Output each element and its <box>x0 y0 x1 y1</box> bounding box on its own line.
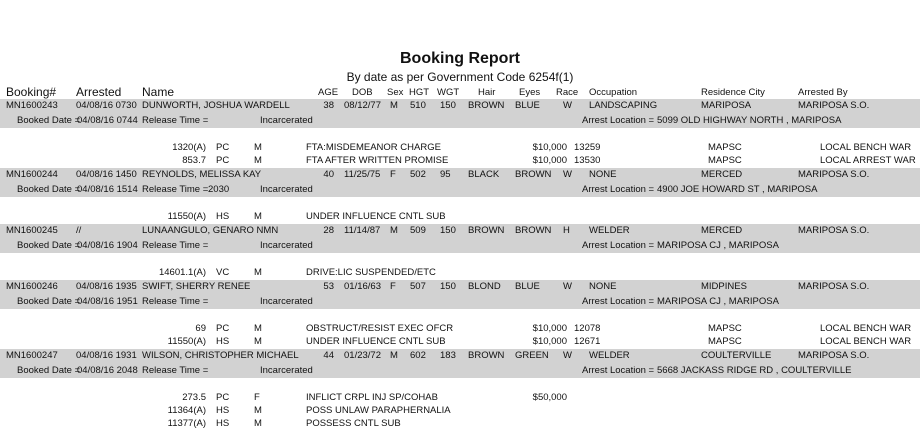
booking-hgt: 509 <box>410 225 426 236</box>
charge-bail: $10,000 <box>532 336 567 347</box>
col-header-name: Name <box>142 85 175 99</box>
custody-status: Incarcerated <box>260 296 313 307</box>
booked-date-label: Booked Date = <box>17 240 81 251</box>
booking-hair: BROWN <box>468 100 505 111</box>
charge-case: 12671 <box>574 336 601 347</box>
booking-eyes: BLUE <box>515 100 540 111</box>
custody-status: Incarcerated <box>260 184 313 195</box>
booking-race: W <box>563 350 572 361</box>
arrest-location-label: Arrest Location = <box>582 240 655 251</box>
booking-arrested: 04/08/16 0730 <box>76 100 137 111</box>
charge-bail: $10,000 <box>532 155 567 166</box>
booking-hair: BLOND <box>468 281 501 292</box>
booking-dob: 01/23/72 <box>344 350 381 361</box>
booking-race: W <box>563 169 572 180</box>
booking-band <box>0 280 920 309</box>
charge-type: VC <box>216 267 230 278</box>
custody-status: Incarcerated <box>260 240 313 251</box>
charge-case: 13530 <box>574 155 601 166</box>
booking-booking: MN1600247 <box>6 350 58 361</box>
booking-booking: MN1600246 <box>6 281 58 292</box>
col-header-residence-city: Residence City <box>701 87 765 98</box>
booking-hgt: 510 <box>410 100 426 111</box>
charge-code: 273.5 <box>182 392 206 403</box>
arrest-location-label: Arrest Location = <box>582 115 655 126</box>
booking-name: LUNAANGULO, GENARO NMN <box>142 225 279 236</box>
booked-date: 04/08/16 2048 <box>77 365 138 376</box>
booking-arrested-by: MARIPOSA S.O. <box>798 100 870 111</box>
booked-date-label: Booked Date = <box>17 365 81 376</box>
booking-wgt: 150 <box>440 281 456 292</box>
release-time-label: Release Time = <box>142 184 209 195</box>
booking-sex: F <box>390 281 396 292</box>
charge-type: PC <box>216 142 230 153</box>
charge-desc: INFLICT CRPL INJ SP/COHAB <box>306 392 438 403</box>
arrest-location: 5668 JACKASS RIDGE RD , COULTERVILLE <box>657 365 852 376</box>
booking-hair: BROWN <box>468 225 505 236</box>
charge-level: M <box>254 405 262 416</box>
booking-dob: 11/14/87 <box>344 225 381 236</box>
booking-name: REYNOLDS, MELISSA KAY <box>142 169 262 180</box>
report-subtitle: By date as per Government Code 6254f(1) <box>346 70 574 84</box>
arrest-location: 5099 OLD HIGHWAY NORTH , MARIPOSA <box>657 115 842 126</box>
col-header-sex: Sex <box>387 87 404 98</box>
charge-level: M <box>254 155 262 166</box>
booking-arrested: 04/08/16 1450 <box>76 169 137 180</box>
charge-type: HS <box>216 336 230 347</box>
booking-dob: 11/25/75 <box>344 169 381 180</box>
charge-level: M <box>254 418 262 429</box>
booked-date: 04/08/16 1514 <box>77 184 138 195</box>
release-time-label: Release Time = <box>142 365 209 376</box>
charge-desc: UNDER INFLUENCE CNTL SUB <box>306 211 446 222</box>
charge-code: 11550(A) <box>167 211 206 222</box>
booking-hgt: 602 <box>410 350 426 361</box>
booking-hair: BROWN <box>468 350 505 361</box>
booking-eyes: GREEN <box>515 350 549 361</box>
charge-warrant: LOCAL ARREST WAR <box>820 155 916 166</box>
charge-desc: DRIVE:LIC SUSPENDED/ETC <box>306 267 436 278</box>
col-header-arrested: Arrested <box>76 85 122 99</box>
booked-date: 04/08/16 1904 <box>77 240 138 251</box>
charge-desc: FTA AFTER WRITTEN PROMISE <box>306 155 449 166</box>
charge-desc: FTA:MISDEMEANOR CHARGE <box>306 142 441 153</box>
arrest-location-label: Arrest Location = <box>582 184 655 195</box>
col-header-arrested-by: Arrested By <box>798 87 848 98</box>
custody-status: Incarcerated <box>260 365 313 376</box>
booking-occupation: WELDER <box>589 225 630 236</box>
col-header-dob: DOB <box>352 87 373 98</box>
arrest-location: MARIPOSA CJ , MARIPOSA <box>657 296 779 307</box>
booking-sex: M <box>390 225 398 236</box>
booking-residence: COULTERVILLE <box>701 350 772 361</box>
charge-warrant: LOCAL BENCH WAR <box>820 323 912 334</box>
col-header-hgt: HGT <box>409 87 430 98</box>
booking-hair: BLACK <box>468 169 500 180</box>
booking-race: H <box>563 225 570 236</box>
col-header-booking: Booking# <box>6 85 57 99</box>
booking-age: 40 <box>323 169 334 180</box>
charge-type: HS <box>216 405 230 416</box>
booking-occupation: WELDER <box>589 350 630 361</box>
charge-court: MAPSC <box>708 142 742 153</box>
booking-eyes: BLUE <box>515 281 540 292</box>
charge-bail: $10,000 <box>532 323 567 334</box>
booking-wgt: 95 <box>440 169 451 180</box>
booking-arrested-by: MARIPOSA S.O. <box>798 281 870 292</box>
booked-date-label: Booked Date = <box>17 184 81 195</box>
col-header-hair: Hair <box>478 87 496 98</box>
charge-bail: $10,000 <box>532 142 567 153</box>
booked-date-label: Booked Date = <box>17 296 81 307</box>
booking-name: DUNWORTH, JOSHUA WARDELL <box>142 100 290 111</box>
booking-sex: M <box>390 100 398 111</box>
booking-name: SWIFT, SHERRY RENEE <box>142 281 251 292</box>
booking-name: WILSON, CHRISTOPHER MICHAEL <box>142 350 299 361</box>
release-time-label: Release Time = <box>142 115 209 126</box>
charge-level: F <box>254 392 260 403</box>
charge-case: 12078 <box>574 323 601 334</box>
charge-code: 69 <box>195 323 206 334</box>
col-header-wgt: WGT <box>437 87 460 98</box>
booking-wgt: 150 <box>440 100 456 111</box>
booked-date-label: Booked Date = <box>17 115 81 126</box>
charge-type: HS <box>216 211 230 222</box>
arrest-location: MARIPOSA CJ , MARIPOSA <box>657 240 779 251</box>
charge-level: M <box>254 323 262 334</box>
charge-code: 853.7 <box>182 155 206 166</box>
charge-code: 14601.1(A) <box>158 267 206 278</box>
charge-code: 11377(A) <box>167 418 206 429</box>
charge-code: 11550(A) <box>167 336 206 347</box>
booking-booking: MN1600244 <box>6 169 58 180</box>
release-time-label: Release Time = <box>142 296 209 307</box>
col-header-eyes: Eyes <box>519 87 541 98</box>
custody-status: Incarcerated <box>260 115 313 126</box>
booking-occupation: NONE <box>589 169 617 180</box>
col-header-race: Race <box>556 87 579 98</box>
booking-arrested-by: MARIPOSA S.O. <box>798 225 870 236</box>
booking-residence: MARIPOSA <box>701 100 752 111</box>
charge-court: MAPSC <box>708 323 742 334</box>
release-time: 2030 <box>208 184 230 195</box>
charge-court: MAPSC <box>708 336 742 347</box>
arrest-location-label: Arrest Location = <box>582 365 655 376</box>
booking-booking: MN1600243 <box>6 100 58 111</box>
booking-race: W <box>563 100 572 111</box>
booked-date: 04/08/16 1951 <box>77 296 138 307</box>
booking-arrested: // <box>76 225 82 236</box>
charge-type: PC <box>216 323 230 334</box>
booking-residence: MERCED <box>701 225 743 236</box>
booking-eyes: BROWN <box>515 225 552 236</box>
charge-code: 11364(A) <box>167 405 206 416</box>
charge-desc: OBSTRUCT/RESIST EXEC OFCR <box>306 323 454 334</box>
arrest-location-label: Arrest Location = <box>582 296 655 307</box>
booking-arrested-by: MARIPOSA S.O. <box>798 350 870 361</box>
charge-code: 1320(A) <box>172 142 206 153</box>
booking-residence: MERCED <box>701 169 743 180</box>
charge-level: M <box>254 211 262 222</box>
charge-type: HS <box>216 418 230 429</box>
booking-hgt: 507 <box>410 281 426 292</box>
booking-sex: F <box>390 169 396 180</box>
charge-warrant: LOCAL BENCH WAR <box>820 142 912 153</box>
charge-level: M <box>254 336 262 347</box>
charge-level: M <box>254 267 262 278</box>
booking-residence: MIDPINES <box>701 281 747 292</box>
booking-arrested: 04/08/16 1931 <box>76 350 137 361</box>
booking-arrested: 04/08/16 1935 <box>76 281 137 292</box>
booked-date: 04/08/16 0744 <box>77 115 138 126</box>
charge-case: 13259 <box>574 142 601 153</box>
booking-dob: 01/16/63 <box>344 281 381 292</box>
booking-booking: MN1600245 <box>6 225 58 236</box>
col-header-age: AGE <box>318 87 339 98</box>
booking-wgt: 150 <box>440 225 456 236</box>
charge-desc: POSSESS CNTL SUB <box>306 418 401 429</box>
report-title: Booking Report <box>400 50 520 67</box>
booking-race: W <box>563 281 572 292</box>
booking-age: 44 <box>323 350 334 361</box>
col-header-occupation: Occupation <box>589 87 638 98</box>
arrest-location: 4900 JOE HOWARD ST , MARIPOSA <box>657 184 818 195</box>
booking-hgt: 502 <box>410 169 426 180</box>
charge-warrant: LOCAL BENCH WAR <box>820 336 912 347</box>
booking-arrested-by: MARIPOSA S.O. <box>798 169 870 180</box>
booking-occupation: NONE <box>589 281 617 292</box>
booking-dob: 08/12/77 <box>344 100 381 111</box>
charge-bail: $50,000 <box>532 392 567 403</box>
charge-desc: POSS UNLAW PARAPHERNALIA <box>306 405 451 416</box>
charge-desc: UNDER INFLUENCE CNTL SUB <box>306 336 446 347</box>
charge-level: M <box>254 142 262 153</box>
booking-age: 53 <box>323 281 334 292</box>
release-time-label: Release Time = <box>142 240 209 251</box>
booking-sex: M <box>390 350 398 361</box>
booking-wgt: 183 <box>440 350 456 361</box>
charge-court: MAPSC <box>708 155 742 166</box>
booking-age: 28 <box>323 225 334 236</box>
booking-band <box>0 224 920 253</box>
booking-eyes: BROWN <box>515 169 552 180</box>
booking-occupation: LANDSCAPING <box>589 100 658 111</box>
charge-type: PC <box>216 392 230 403</box>
charge-type: PC <box>216 155 230 166</box>
booking-age: 38 <box>323 100 334 111</box>
